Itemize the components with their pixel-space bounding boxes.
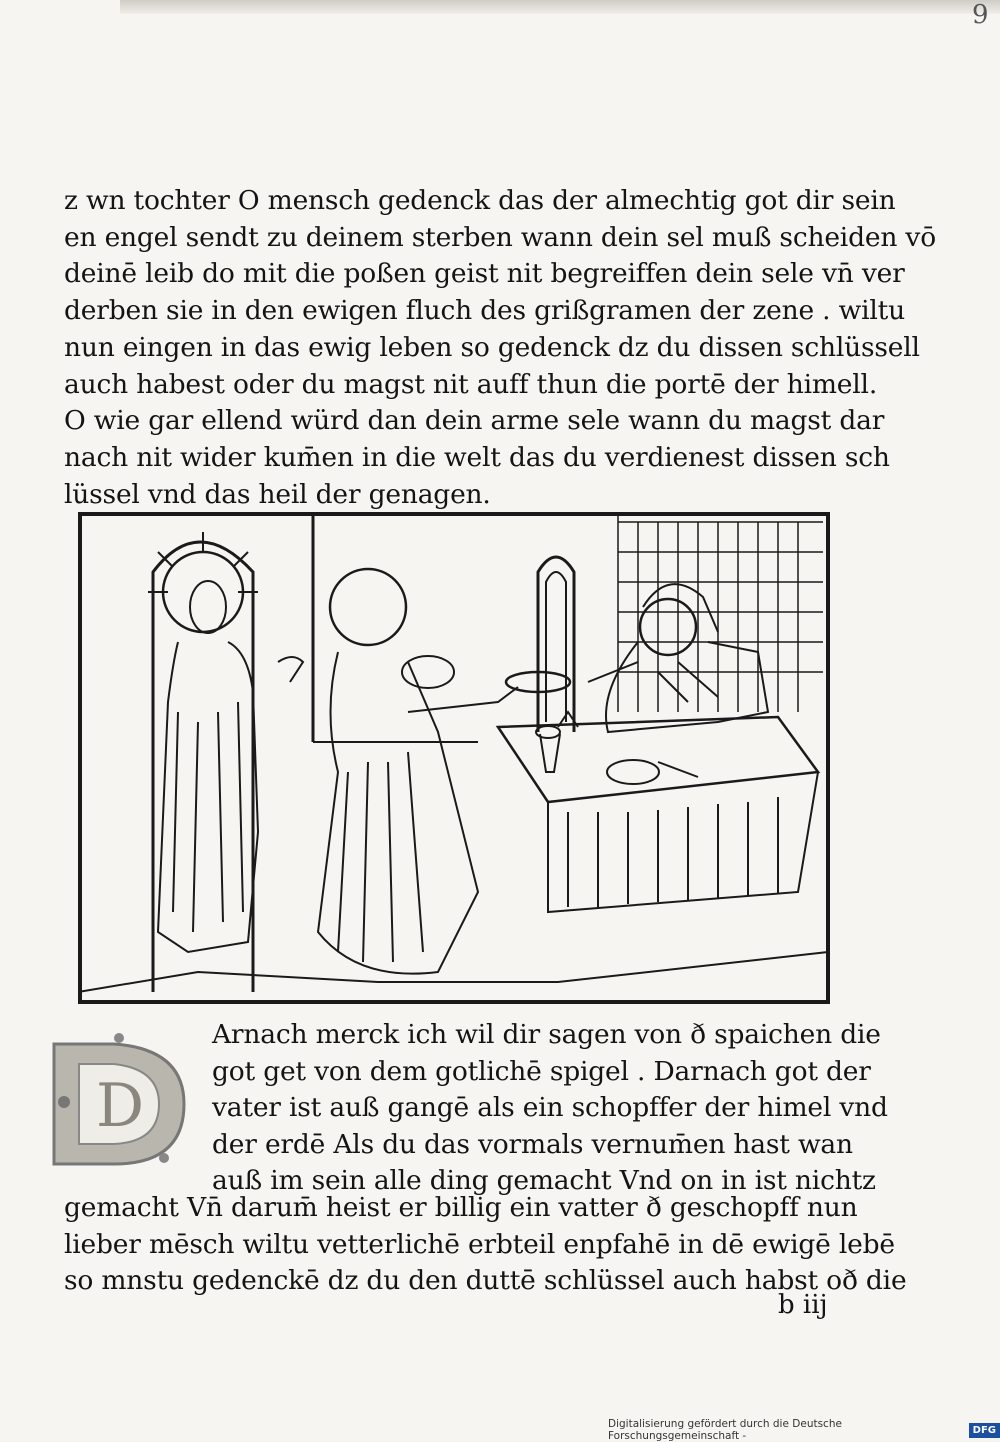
text-line: Arnach merck ich wil dir sagen von ð spaichen die — [212, 1019, 881, 1050]
folio-number: 9 — [972, 0, 989, 30]
text-block-top — [64, 183, 936, 513]
text-line: nun eingen in das ewig leben so gedenck dz du dissen schlüssell — [64, 331, 920, 363]
text-line: got get von dem gotlichē spigel . Darnach got der — [212, 1055, 871, 1087]
text-line: auch habest oder du magst nit auff thun die portē der himell. — [64, 368, 878, 400]
initial-letter: D — [96, 1071, 145, 1141]
text-line: z wn tochter O mensch gedenck das der almechtig got dir sein — [64, 185, 896, 216]
text-line: en engel sendt zu deinem sterben wann dein sel muß scheiden vō — [64, 221, 936, 253]
text-line: auß im sein alle ding gemacht Vnd on in ist nichtz — [212, 1165, 876, 1197]
text-block-bottom — [64, 1190, 907, 1300]
footer-credit — [608, 1420, 1000, 1440]
signature-mark: b iij — [778, 1290, 828, 1320]
text-block-indented — [212, 1017, 888, 1200]
text-line: so mnstu gedenckē dz du den duttē schlüssel auch habst oð die — [64, 1265, 907, 1297]
woodcut-illustration — [78, 512, 830, 1004]
footer-text: Digitalisierung gefördert durch die Deutsche Forschungsgemeinschaft - — [608, 1418, 842, 1442]
text-line: der erdē Als du das vormals vernum̄en hast wan — [212, 1128, 853, 1160]
decorated-initial — [34, 1024, 202, 1174]
text-line: derben sie in den ewigen fluch des grißgramen der zene . wiltu — [64, 295, 905, 327]
scan-edge — [120, 0, 1000, 14]
text-line: O wie gar ellend würd dan dein arme sele wann du magst dar — [64, 405, 885, 437]
text-line: gemacht Vn̄ darum̄ heist er billig ein vatter ð geschopff nun — [64, 1192, 858, 1223]
text-line: deinē leib do mit die poßen geist nit begreiffen dein sele vn̄ ver — [64, 258, 905, 290]
text-line: nach nit wider kum̄en in die welt das du verdienest dissen sch — [64, 441, 890, 473]
dfg-logo: DFG — [969, 1423, 1000, 1438]
text-line: lieber mēsch wiltu vetterlichē erbteil enpfahē in dē ewigē lebē — [64, 1228, 895, 1260]
text-line: lüssel vnd das heil der genagen. — [64, 478, 491, 510]
text-line: vater ist auß gangē als ein schopffer der himel vnd — [212, 1092, 888, 1124]
